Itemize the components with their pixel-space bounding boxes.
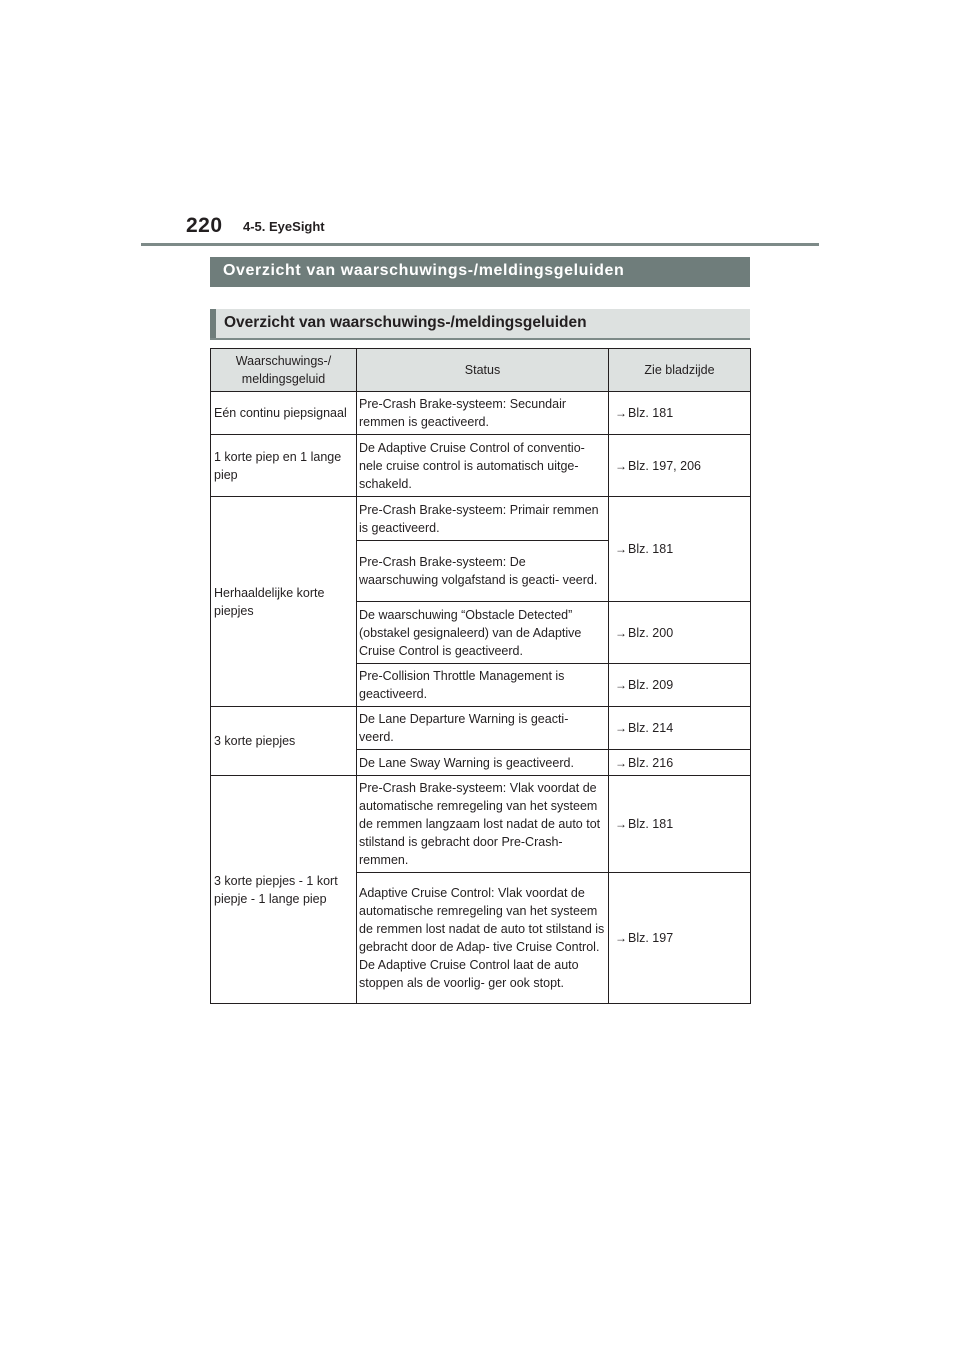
status-cell: Pre-Crash Brake-systeem: De waarschuwing volgafstand is geacti- veerd. [357, 541, 609, 602]
main-title-banner [210, 257, 750, 287]
page-ref: Blz. 181 [628, 817, 674, 831]
page-ref-cell [609, 664, 751, 707]
status-cell: De waarschuwing “Obstacle Detected” (obstakel gesignaleerd) van de Adaptive Cruise Control is geactiveerd. [357, 602, 609, 664]
header-rule [141, 243, 819, 246]
page-ref-cell [609, 873, 751, 1004]
header-page: Zie bladzijde [609, 349, 751, 392]
status-cell: De Lane Departure Warning is geacti- veerd. [357, 707, 609, 750]
page-ref: Blz. 209 [628, 678, 674, 692]
page-ref-cell [609, 750, 751, 776]
sub-title-banner [210, 309, 750, 340]
page-ref: Blz. 216 [628, 755, 674, 770]
page-ref: Blz. 214 [628, 721, 674, 735]
page-ref-cell [609, 707, 751, 750]
arrow-icon: → [615, 817, 627, 831]
status-cell: Pre-Crash Brake-systeem: Primair remmen is geactiveerd. [357, 497, 609, 541]
arrow-icon: → [615, 406, 627, 420]
page-ref-cell [609, 435, 751, 497]
table-row [211, 497, 751, 541]
sound-cell: 3 korte piepjes [211, 707, 357, 776]
arrow-icon: → [615, 755, 627, 770]
page-number: 220 [186, 214, 223, 237]
table-row [211, 707, 751, 750]
table-row [211, 392, 751, 435]
arrow-icon: → [615, 542, 627, 556]
sub-title-accent-bar [210, 309, 216, 338]
sound-cell: Herhaaldelijke korte piepjes [211, 497, 357, 707]
page-ref-cell [609, 497, 751, 602]
status-cell: De Adaptive Cruise Control of conventio- nele cruise control is automatisch uitge- schakeld. [357, 435, 609, 497]
sound-cell: 1 korte piep en 1 lange piep [211, 435, 357, 497]
sound-cell: Eén continu piepsignaal [211, 392, 357, 435]
status-cell: De Lane Sway Warning is geactiveerd. [357, 750, 609, 776]
status-cell: Adaptive Cruise Control: Vlak voordat de automatische remregeling van het systeem de remmen lost nadat de auto tot stilstand is gebracht door de Adap- tive Cruise Control. De Adaptive Cruise Control laat de auto stoppen als de voorlig- ger ook stopt. [357, 873, 609, 1004]
sound-cell: 3 korte piepjes - 1 kort piepje - 1 lange piep [211, 776, 357, 1004]
page-ref: Blz. 181 [628, 542, 674, 556]
page-ref: Blz. 197 [628, 931, 674, 945]
arrow-icon: → [615, 458, 627, 473]
arrow-icon: → [615, 721, 627, 735]
table-header-row [211, 349, 751, 392]
status-cell: Pre-Collision Throttle Management is geactiveerd. [357, 664, 609, 707]
sub-title: Overzicht van waarschuwings-/meldingsgeluiden [224, 314, 587, 331]
warning-sounds-table [210, 348, 751, 1004]
arrow-icon: → [615, 678, 627, 692]
status-cell: Pre-Crash Brake-systeem: Secundair remmen is geactiveerd. [357, 392, 609, 435]
page-ref: Blz. 197, 206 [628, 458, 701, 473]
arrow-icon: → [615, 931, 627, 945]
page-ref: Blz. 200 [628, 625, 674, 640]
main-title: Overzicht van waarschuwings-/meldingsgeluiden [223, 262, 625, 279]
page-ref-cell [609, 392, 751, 435]
header-status: Status [357, 349, 609, 392]
header-sound: Waarschuwings-/ meldingsgeluid [211, 349, 357, 392]
section-label: 4-5. EyeSight [243, 219, 325, 234]
page-ref-cell [609, 602, 751, 664]
page-ref-cell [609, 776, 751, 873]
status-cell: Pre-Crash Brake-systeem: Vlak voordat de automatische remregeling van het systeem de remmen langzaam lost nadat de auto tot stilstand is gebracht door Pre-Crash-remmen. [357, 776, 609, 873]
arrow-icon: → [615, 625, 627, 640]
page-ref: Blz. 181 [628, 406, 674, 420]
table-row [211, 435, 751, 497]
table-row [211, 776, 751, 873]
